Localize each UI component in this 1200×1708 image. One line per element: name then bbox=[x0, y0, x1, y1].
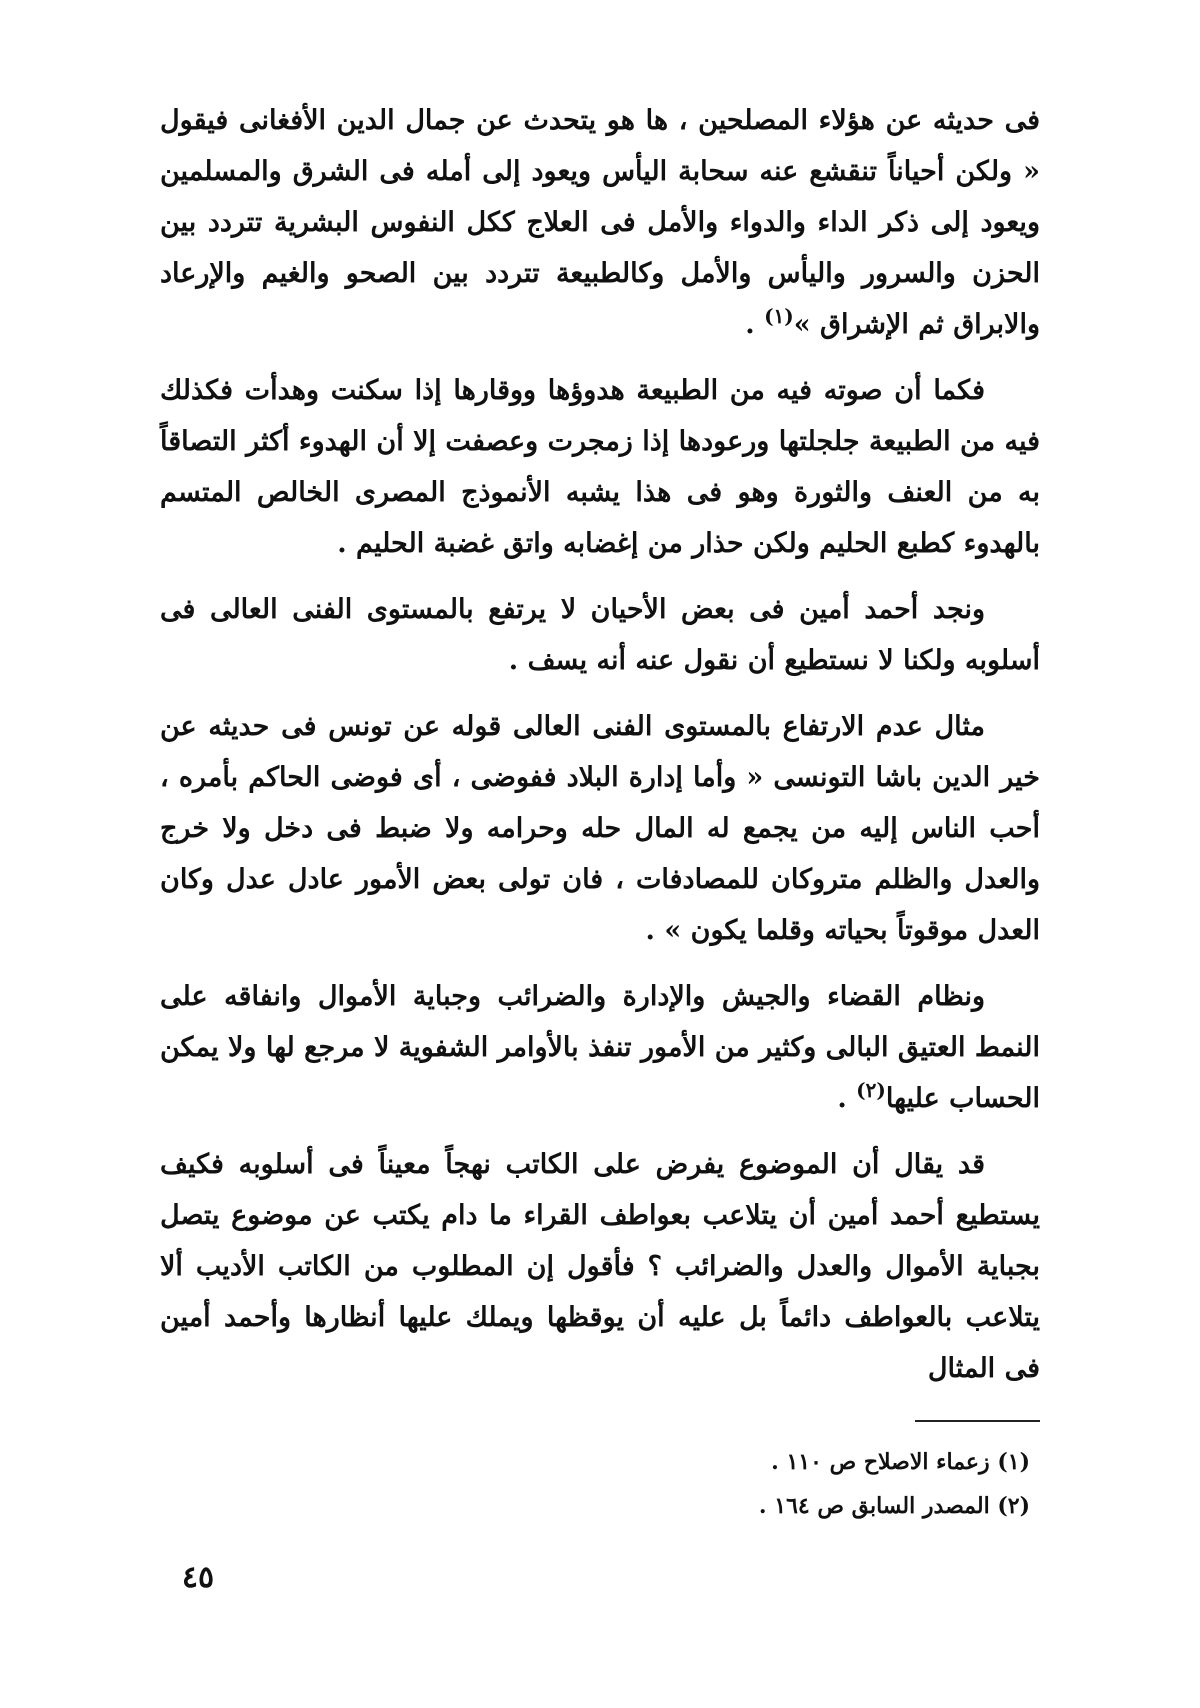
footnotes bbox=[600, 1440, 1030, 1528]
paragraph-5-text: ونظام القضاء والجيش والإدارة والضرائب وجباية الأموال وانفاقه على النمط العتيق البالى وكثير من الأمور تنفذ بالأوامر الشفوية لا مرجع لها ولا يمكن الحساب عليها bbox=[160, 981, 1040, 1114]
paragraph-4-text: مثال عدم الارتفاع بالمستوى الفنى العالى قوله عن تونس فى حديثه عن خير الدين باشا التونسى « وأما إدارة البلاد ففوضى ، أى فوضى الحاكم بأمره ، أحب الناس إليه من يجمع له المال حله وحرامه ولا ضبط فى دخل ولا خرج والعدل والظلم متروكان للمصادفات ، فان تولى بعض الأمور عادل عدل وكان العدل موقوتاً بحياته وقلما يكون » . bbox=[160, 711, 1040, 946]
paragraph-1-text: فى حديثه عن هؤلاء المصلحين ، ها هو يتحدث عن جمال الدين الأفغانى فيقول « ولكن أحياناً تنقشع عنه سحابة اليأس ويعود إلى أمله فى الشرق والمسلمين ويعود إلى ذكر الداء والدواء والأمل فى العلاج ككل النفوس البشرية تتردد بين الحزن والسرور واليأس والأمل وكالطبيعة تتردد بين الصحو والغيم والإرعاد والابراق ثم الإشراق » bbox=[160, 105, 1040, 340]
paragraph-3-text: ونجد أحمد أمين فى بعض الأحيان لا يرتفع بالمستوى الفنى العالى فى أسلوبه ولكنا لا نستطيع أن نقول عنه أنه يسف . bbox=[160, 594, 1040, 676]
paragraph-1 bbox=[160, 95, 1040, 350]
paragraph-5-tail: . bbox=[837, 1083, 857, 1114]
paragraph-4 bbox=[160, 701, 1040, 956]
paragraph-6-text: قد يقال أن الموضوع يفرض على الكاتب نهجاً معيناً فى أسلوبه فكيف يستطيع أحمد أمين أن يتلاعب بعواطف القراء ما دام يكتب عن موضوع يتصل بجباية الأموال والعدل والضرائب ؟ فأقول إن المطلوب من الكاتب الأديب ألا يتلاعب بالعواطف دائماً بل عليه أن يوقظها ويملك عليها أنظارها وأحمد أمين فى المثال bbox=[160, 1149, 1040, 1384]
paragraph-2-text: فكما أن صوته فيه من الطبيعة هدوؤها ووقارها إذا سكنت وهدأت فكذلك فيه من الطبيعة جلجلتها ورعودها إذا زمجرت وعصفت إلا أن الهدوء أكثر التصاقاً به من العنف والثورة وهو فى هذا يشبه الأنموذج المصرى الخالص المتسم بالهدوء كطبع الحليم ولكن حذار من إغضابه واتق غضبة الحليم . bbox=[160, 375, 1040, 559]
paragraph-5 bbox=[160, 971, 1040, 1124]
paragraph-3 bbox=[160, 584, 1040, 686]
footnote-ref-1: (١) bbox=[764, 304, 794, 328]
paragraph-6 bbox=[160, 1139, 1040, 1394]
footnote-ref-2: (٢) bbox=[856, 1078, 886, 1102]
body-text bbox=[160, 95, 1040, 1409]
footnote-1: (١) زعماء الاصلاح ص ١١٠ . bbox=[771, 1449, 1030, 1475]
page-number: ٤٥ bbox=[181, 1560, 215, 1595]
paragraph-1-tail: . bbox=[745, 309, 765, 340]
paragraph-2 bbox=[160, 365, 1040, 569]
footnote-divider bbox=[915, 1420, 1040, 1422]
footnote-2: (٢) المصدر السابق ص ١٦٤ . bbox=[758, 1493, 1030, 1519]
